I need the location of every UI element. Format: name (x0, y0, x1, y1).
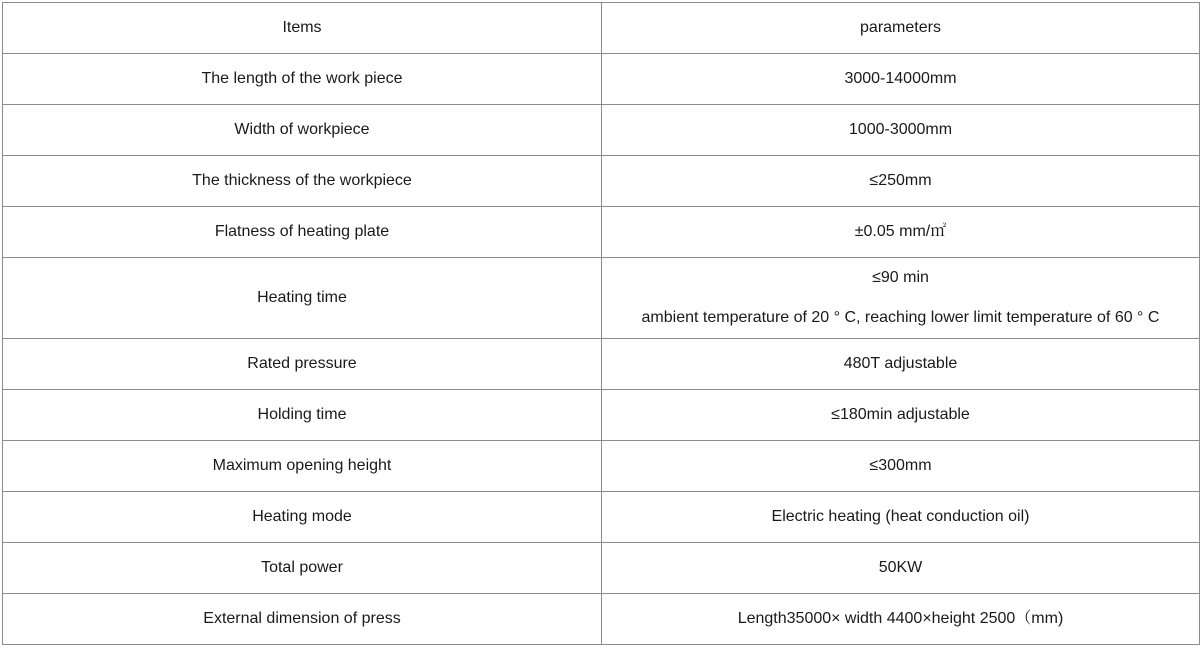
header-parameters: parameters (602, 3, 1200, 54)
table-row (3, 54, 1200, 105)
row-item-label: The length of the work piece (3, 54, 602, 105)
row-item-label: Total power (3, 543, 602, 594)
table-row (3, 339, 1200, 390)
table-row (3, 207, 1200, 258)
row-parameter-value: ≤250mm (602, 156, 1200, 207)
row-item-label: Heating mode (3, 492, 602, 543)
row-item-label: Heating time (3, 258, 602, 339)
row-item-label: Rated pressure (3, 339, 602, 390)
row-parameter-value: 480T adjustable (602, 339, 1200, 390)
spec-table (2, 2, 1200, 645)
row-parameter-value: ±0.05 mm/㎡ (602, 207, 1200, 258)
row-parameter-value: Length35000× width 4400×height 2500（mm) (602, 594, 1200, 645)
row-parameter-value: ≤300mm (602, 441, 1200, 492)
row-parameter-value: 50KW (602, 543, 1200, 594)
table-row (3, 156, 1200, 207)
row-item-label: Width of workpiece (3, 105, 602, 156)
row-parameter-note: ambient temperature of 20 ° C, reaching lower limit temperature of 60 ° C (641, 309, 1160, 326)
table-row (3, 594, 1200, 645)
row-item-label: Holding time (3, 390, 602, 441)
table-header-row (3, 3, 1200, 54)
table-row (3, 441, 1200, 492)
row-parameter-value: ≤180min adjustable (602, 390, 1200, 441)
row-parameter-value: 3000-14000mm (602, 54, 1200, 105)
header-items: Items (3, 3, 602, 54)
table-row (3, 258, 1200, 339)
row-parameter-value: Electric heating (heat conduction oil) (602, 492, 1200, 543)
table-row (3, 105, 1200, 156)
row-item-label: External dimension of press (3, 594, 602, 645)
table-row (3, 390, 1200, 441)
row-item-label: Flatness of heating plate (3, 207, 602, 258)
row-parameter-value: 1000-3000mm (602, 105, 1200, 156)
table-row (3, 543, 1200, 594)
row-parameter-cell (602, 258, 1200, 339)
table-row (3, 492, 1200, 543)
row-parameter-value: ≤90 min (872, 269, 929, 286)
row-item-label: The thickness of the workpiece (3, 156, 602, 207)
row-item-label: Maximum opening height (3, 441, 602, 492)
